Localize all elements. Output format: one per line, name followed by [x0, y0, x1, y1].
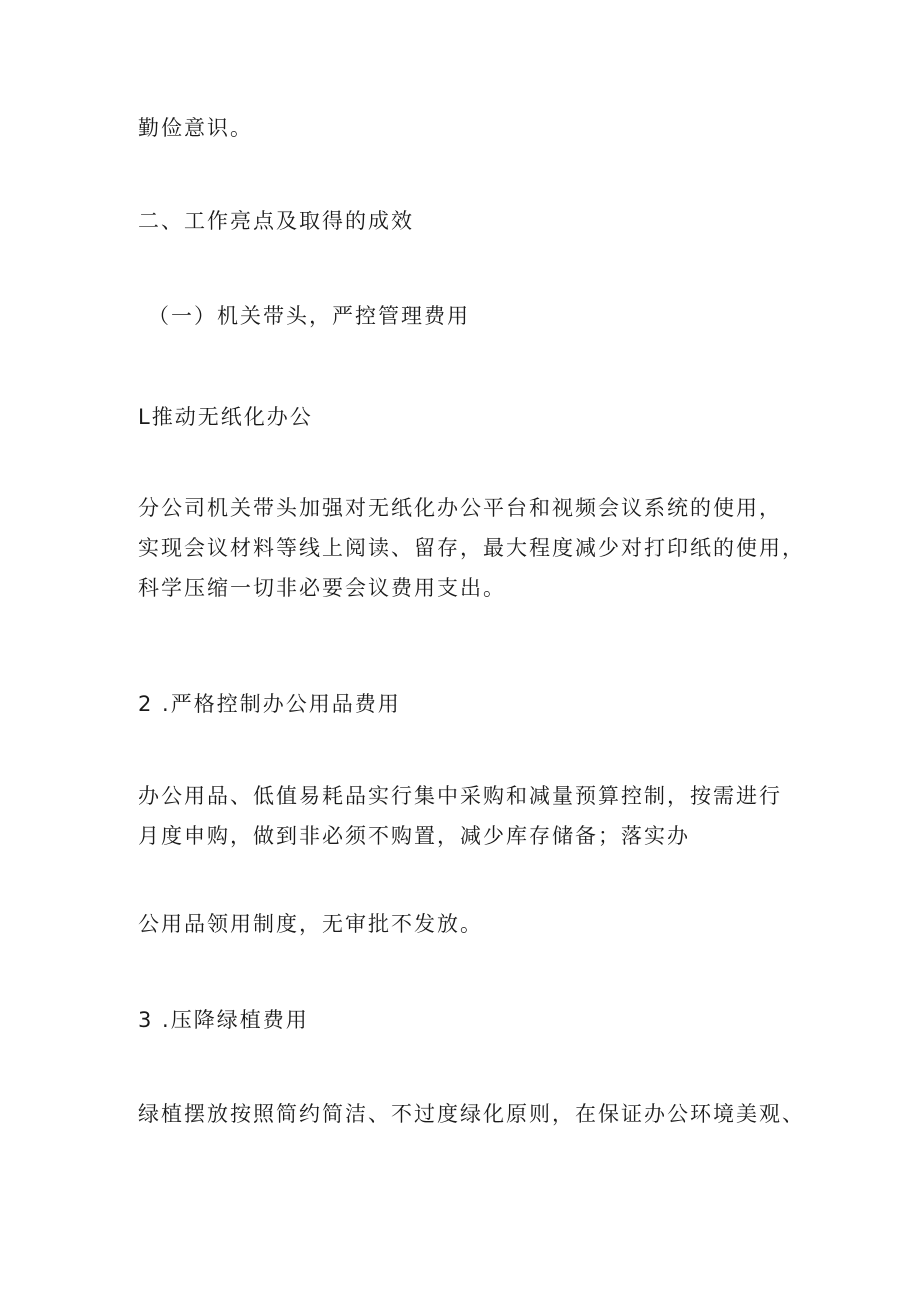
- item-2-heading: 2 .严格控制办公用品费用: [138, 692, 401, 716]
- item-1-heading: L推动无纸化办公: [138, 405, 313, 429]
- item-2-body: [138, 776, 798, 856]
- section-heading: 二、工作亮点及取得的成效: [138, 209, 414, 233]
- item-2-body-line: 月度申购，做到非必须不购置，减少库存储备；落实办: [138, 824, 690, 848]
- item-1-body-line: 科学压缩一切非必要会议费用支出。: [138, 576, 506, 600]
- item-3-heading: 3 .压降绿植费用: [138, 1008, 309, 1032]
- item-2-body-line: 办公用品、低值易耗品实行集中采购和减量预算控制，按需进行: [138, 784, 782, 808]
- item-1-body-line: 实现会议材料等线上阅读、留存，最大程度减少对打印纸的使用，: [138, 536, 805, 560]
- item-1-body: [138, 488, 805, 608]
- text-line-thrift: 勤俭意识。: [138, 116, 253, 140]
- item-2-body-continued: 公用品领用制度，无审批不发放。: [138, 912, 483, 936]
- item-3-body: 绿植摆放按照简约简洁、不过度绿化原则，在保证办公环境美观、: [138, 1102, 805, 1126]
- subsection-heading: （一）机关带头，严控管理费用: [148, 304, 470, 328]
- item-1-body-line: 分公司机关带头加强对无纸化办公平台和视频会议系统的使用，: [138, 496, 782, 520]
